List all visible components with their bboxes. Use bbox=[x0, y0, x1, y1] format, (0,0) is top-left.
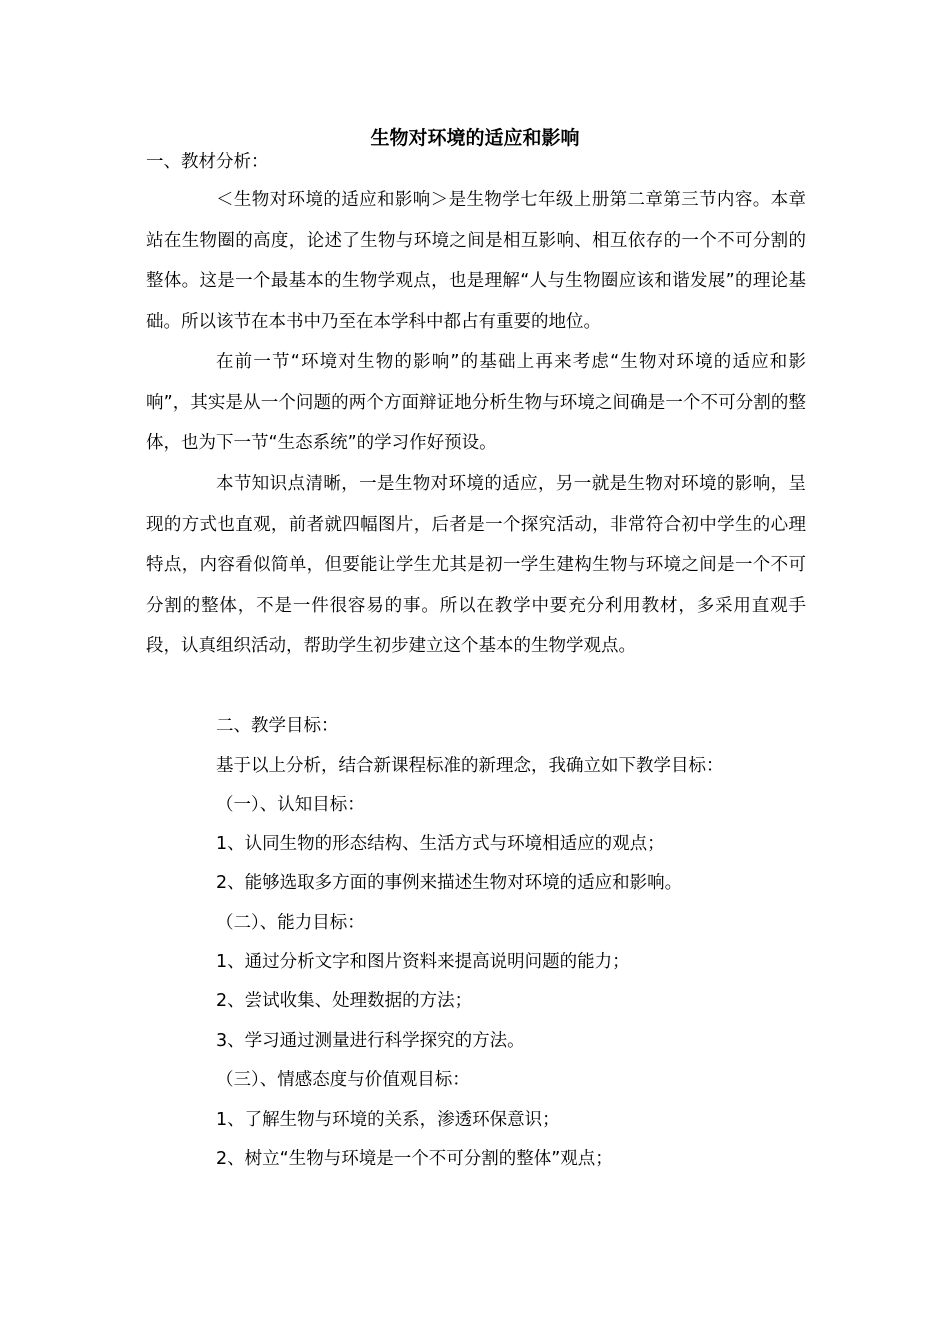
subheading-attitude-goals: （三）、情感态度与价值观目标： bbox=[216, 1070, 470, 1090]
list-item: 1、通过分析文字和图片资料来提高说明问题的能力； bbox=[216, 952, 630, 972]
goals-intro-line: 基于以上分析，结合新课程标准的新理念，我确立如下教学目标： bbox=[216, 756, 724, 776]
list-item: 3、学习通过测量进行科学探究的方法。 bbox=[216, 1031, 525, 1051]
document-title: 生物对环境的适应和影响 bbox=[370, 127, 580, 149]
section-heading-teaching-goals: 二、教学目标： bbox=[216, 716, 339, 736]
subheading-ability-goals: （二）、能力目标： bbox=[216, 913, 365, 933]
list-item: 1、了解生物与环境的关系，渗透环保意识； bbox=[216, 1110, 560, 1130]
subheading-cognitive-goals: （一）、认知目标： bbox=[216, 795, 365, 815]
paragraph-3: 本节知识点清晰，一是生物对环境的适应，另一就是生物对环境的影响，呈现的方式也直观，前者就四幅图片，后者是一个探究活动，非常符合初中学生的心理特点，内容看似简单，但要能让学生尤其是初一学生建构生物与环境之间是一个不可分割的整体，不是一件很容易的事。所以在教学中要充分利用教材，多采用直观手段，认真组织活动，帮助学生初步建立这个基本的生物学观点。 bbox=[146, 474, 806, 656]
list-item: 1、认同生物的形态结构、生活方式与环境相适应的观点； bbox=[216, 834, 665, 854]
paragraph-1: ＜生物对环境的适应和影响＞是生物学七年级上册第二章第三节内容。本章站在生物圈的高度，论述了生物与环境之间是相互影响、相互依存的一个不可分割的整体。这是一个最基本的生物学观点，也是理解“人与生物圈应该和谐发展”的理论基础。所以该节在本书中乃至在本学科中都占有重要的地位。 bbox=[146, 190, 806, 332]
list-item: 2、树立“生物与环境是一个不可分割的整体”观点； bbox=[216, 1149, 613, 1169]
list-item: 2、能够选取多方面的事例来描述生物对环境的适应和影响。 bbox=[216, 873, 683, 893]
section-heading-textbook-analysis: 一、教材分析： bbox=[146, 152, 269, 172]
list-item: 2、尝试收集、处理数据的方法； bbox=[216, 991, 473, 1011]
paragraph-2: 在前一节“环境对生物的影响”的基础上再来考虑“生物对环境的适应和影响”，其实是从一个问题的两个方面辩证地分析生物与环境之间确是一个不可分割的整体，也为下一节“生态系统”的学习作好预设。 bbox=[146, 352, 806, 453]
